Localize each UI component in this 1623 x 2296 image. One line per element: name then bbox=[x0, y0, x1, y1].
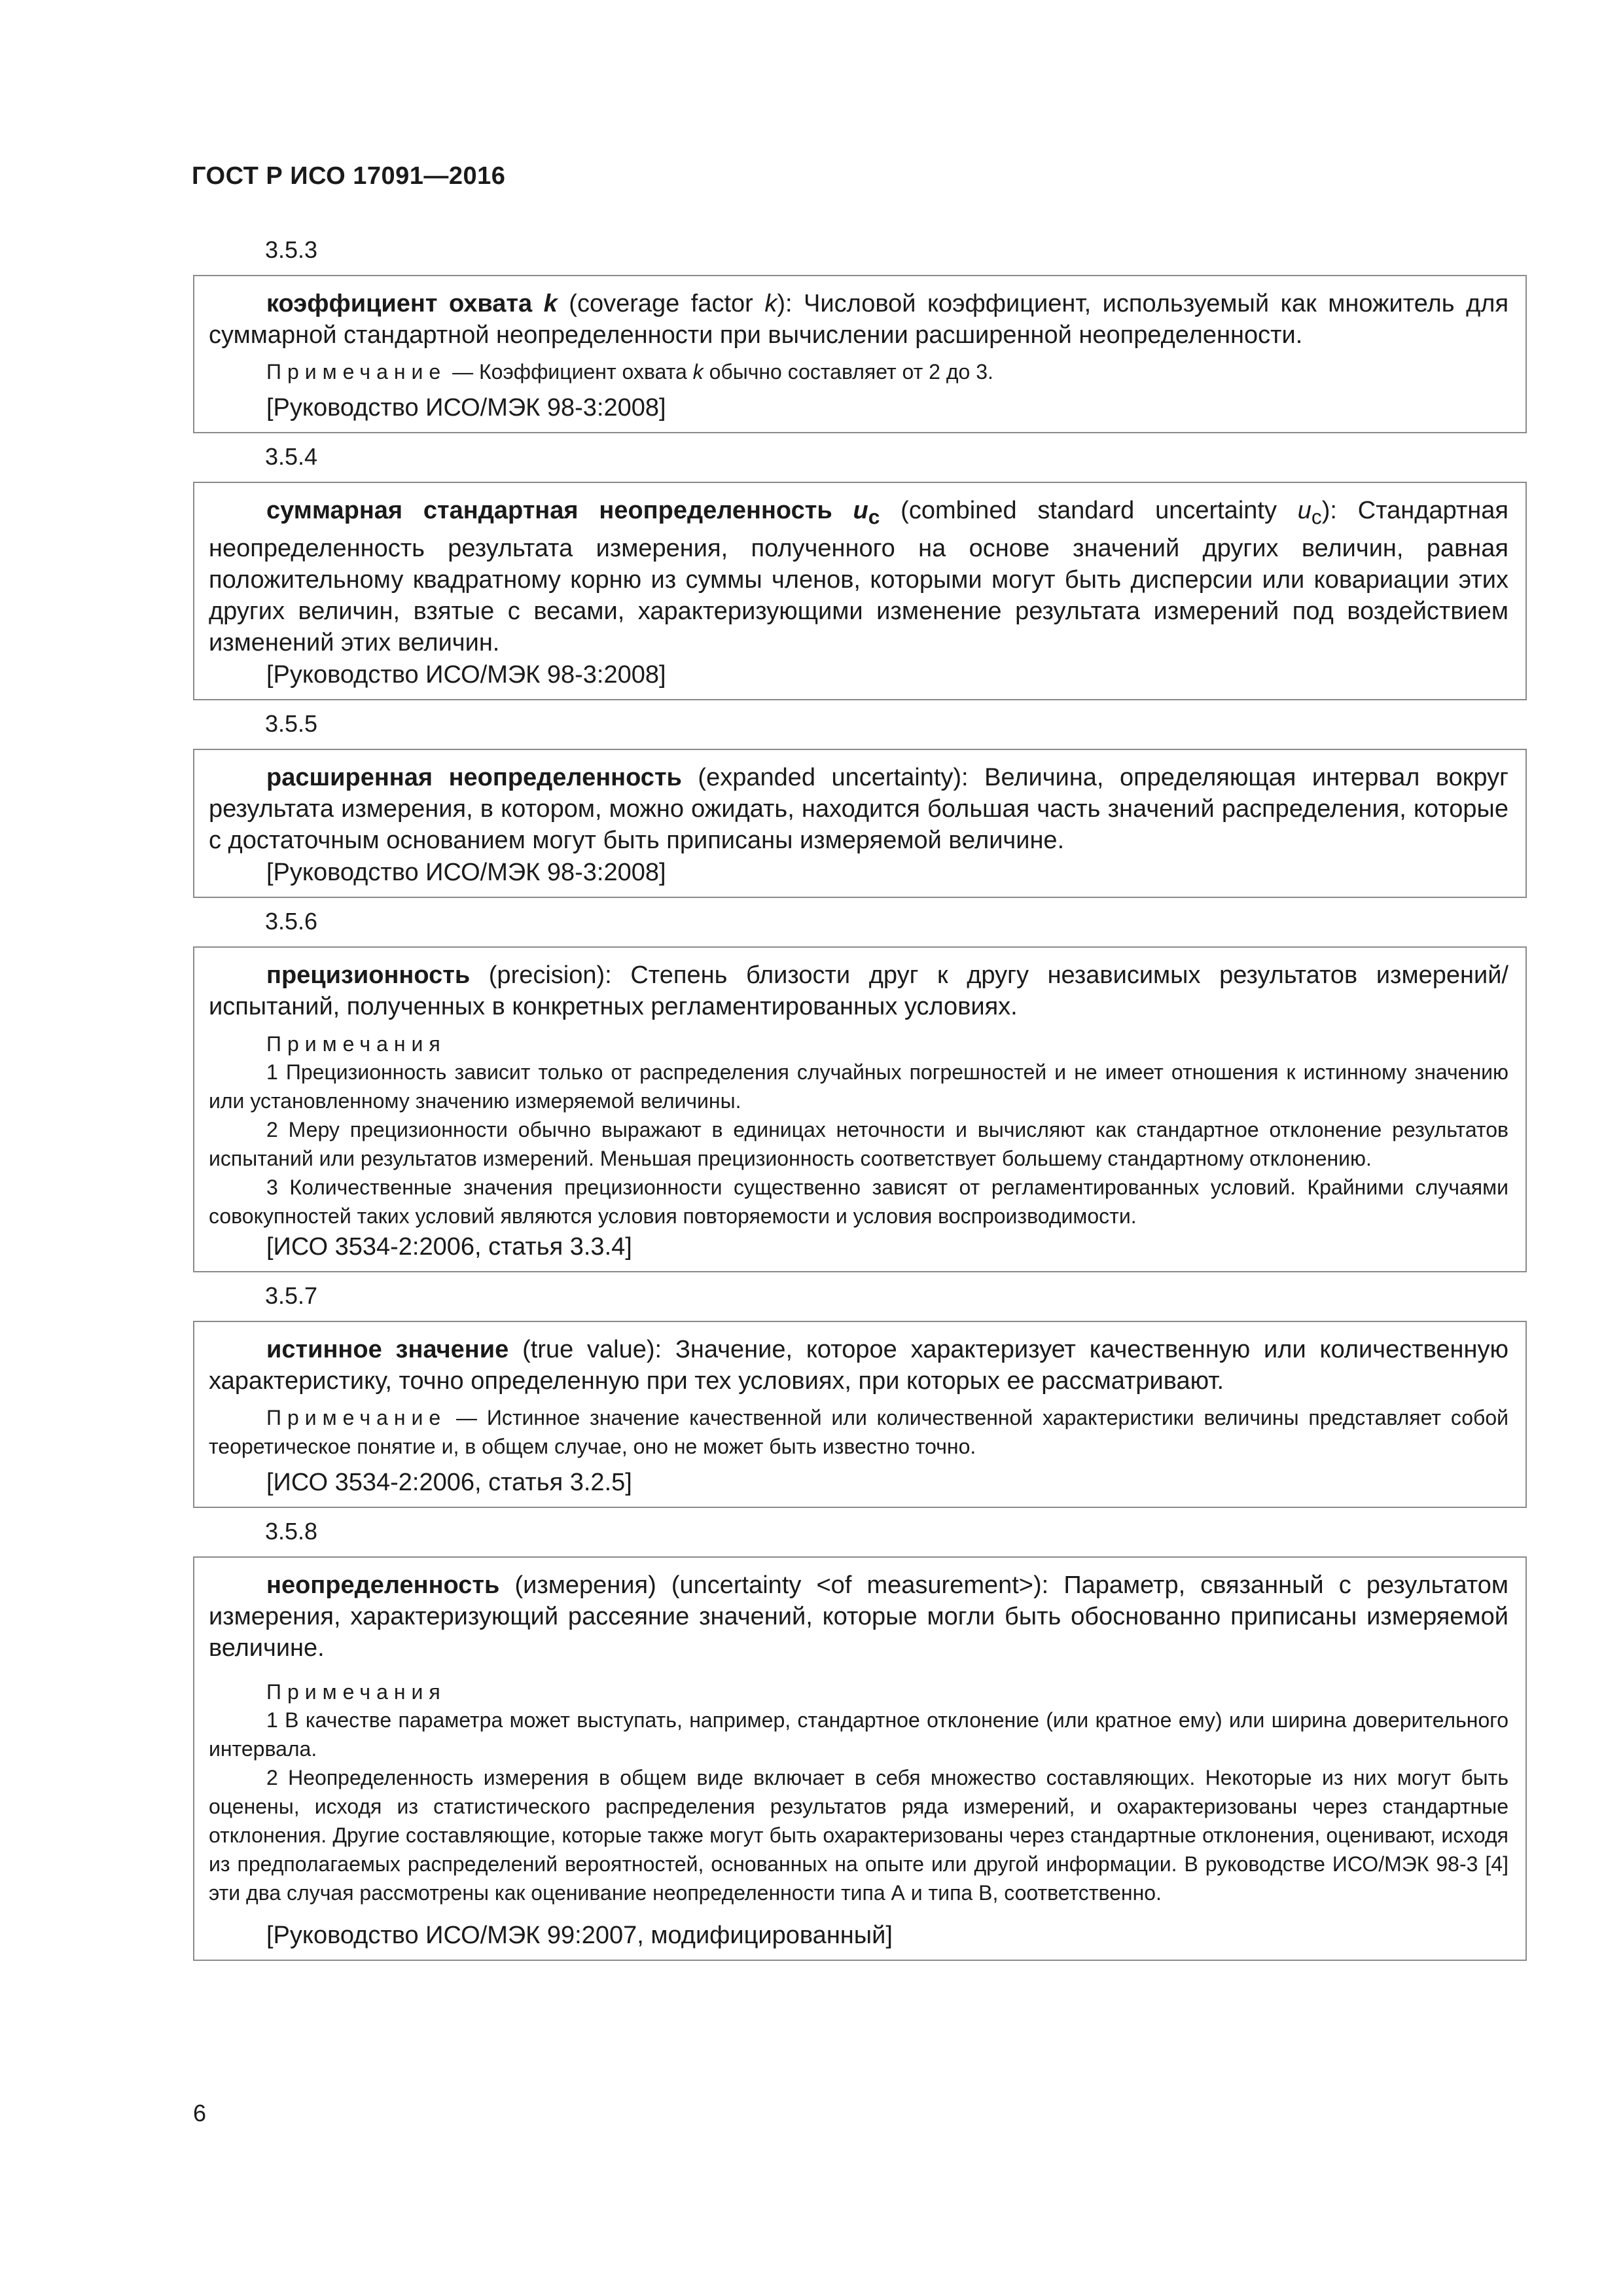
document-header: ГОСТ Р ИСО 17091—2016 bbox=[192, 162, 506, 190]
document-body bbox=[193, 230, 1527, 1966]
term-note bbox=[209, 357, 1508, 386]
term-symbol: u bbox=[853, 497, 868, 524]
term-name: истинное значение bbox=[266, 1335, 509, 1363]
term-symbol-sub: c bbox=[868, 505, 880, 529]
definition-text: Числовой коэффициент, используемый как множитель для суммарной стандартной неопределенности при вычислении расширенной неопределенности. bbox=[209, 290, 1509, 349]
term-source: [Руководство ИСО/МЭК 98-3:2008] bbox=[266, 660, 666, 689]
term-name: неопределенность bbox=[266, 1571, 500, 1599]
term-name: коэффициент охвата bbox=[266, 290, 533, 317]
definition-text: Параметр, связанный с результатом измерения, характеризующий рассеяние значений, которые могли быть обоснованно приписаны измеряемой величине. bbox=[209, 1571, 1508, 1662]
note-text-a: Коэффициент охвата bbox=[479, 360, 693, 384]
term-number: 3.5.7 bbox=[265, 1282, 318, 1309]
note-label: Примечание bbox=[266, 360, 447, 384]
term-english: (precision): bbox=[470, 961, 631, 989]
page-number: 6 bbox=[193, 2100, 207, 2126]
term-source: [Руководство ИСО/МЭК 98-3:2008] bbox=[266, 394, 666, 422]
note-item: 2 Меру прецизионности обычно выражают в единицах неточности и вычисляют как стандартное отклонение результатов испытаний или результатов измерений. Меньшая прецизионность соответствует большему стандартному отклонению. bbox=[209, 1117, 1508, 1170]
note-dash: — bbox=[446, 360, 479, 384]
term-definition bbox=[209, 762, 1508, 856]
term-note bbox=[209, 1403, 1508, 1461]
note-text: Истинное значение качественной или количественной характеристики величины представляет собой теоретическое понятие и, в общем случае, оно не может быть известно точно. bbox=[209, 1405, 1509, 1458]
term-entry-box bbox=[193, 946, 1527, 1272]
note-item: 1 В качестве параметра может выступать, например, стандартное отклонение (или кратное ему) или ширина доверительного интервала. bbox=[209, 1708, 1508, 1761]
term-english: (измерения) (uncertainty <of measurement>): bbox=[499, 1571, 1064, 1599]
term-english-close: ): bbox=[777, 290, 804, 317]
note-symbol: k bbox=[692, 360, 704, 384]
term-english-symbol: k bbox=[764, 290, 777, 317]
term-english-symbol: u bbox=[1297, 497, 1311, 524]
term-source: [Руководство ИСО/МЭК 99:2007, модифицированный] bbox=[266, 1921, 893, 1949]
term-number: 3.5.3 bbox=[265, 236, 318, 263]
term-name: суммарная стандартная неопределенность bbox=[266, 497, 832, 524]
term-english-sub: c bbox=[1311, 505, 1322, 529]
term-english-open: (coverage factor bbox=[557, 290, 765, 317]
term-name: расширенная неопределенность bbox=[266, 763, 682, 791]
notes-heading: Примечания bbox=[266, 1031, 446, 1056]
term-number: 3.5.5 bbox=[265, 709, 318, 737]
definition-text: Значение, которое характеризует качественную или количественную характеристику, точно определенную при тех условиях, при которых ее рассматривают. bbox=[209, 1335, 1508, 1395]
note-item: 2 Неопределенность измерения в общем виде включает в себя множество составляющих. Некоторые из них могут быть оценены, исходя из статистического распределения результатов ряда измерений, и охарактеризованы через стандартные отклонения. Другие составляющие, которые также могут быть охарактеризованы через стандартные отклонения, оценивают, исходя из предполагаемых распределений вероятностей, основанных на опыте или другой информации. В руководстве ИСО/МЭК 98-3 [4] эти два случая рассмотрены как оценивание неопределенности типа А и типа В, соответственно. bbox=[209, 1765, 1508, 1905]
term-entry-box bbox=[193, 275, 1527, 433]
term-source: [Руководство ИСО/МЭК 98-3:2008] bbox=[266, 858, 666, 886]
term-name: прецизионность bbox=[266, 961, 471, 989]
term-source: [ИСО 3534-2:2006, статья 3.3.4] bbox=[266, 1232, 632, 1261]
term-definition bbox=[209, 1334, 1508, 1397]
notes-heading: Примечания bbox=[266, 1679, 446, 1704]
term-entry-box bbox=[193, 1321, 1527, 1508]
term-symbol: k bbox=[543, 290, 558, 317]
definition-text: Степень близости друг к другу независимых результатов измерений/испытаний, полученных в конкретных регламентированных условиях. bbox=[209, 961, 1508, 1020]
definition-text: Стандартная неопределенность результата измерения, полученного на основе значений других величин, равная положительному квадратному корню из суммы членов, которыми могут быть дисперсии или ковариации этих других величин, взятые с весами, характеризующими изменение результата измерений под воздействием изменений этих величин. bbox=[209, 497, 1508, 656]
term-english: (true value): bbox=[508, 1335, 675, 1363]
term-number: 3.5.8 bbox=[265, 1517, 318, 1545]
term-definition bbox=[209, 960, 1508, 1022]
term-entry-box bbox=[193, 749, 1527, 898]
term-number: 3.5.4 bbox=[265, 443, 318, 470]
term-english-close: ): bbox=[1321, 497, 1358, 524]
term-entry-box bbox=[193, 482, 1527, 700]
term-number: 3.5.6 bbox=[265, 907, 318, 935]
note-item: 3 Количественные значения прецизионности существенно зависят от регламентированных условий. Крайними случаями совокупностей таких условий являются условия повторяемости и условия воспроизводимости. bbox=[209, 1175, 1508, 1228]
note-label: Примечание bbox=[266, 1405, 447, 1429]
note-text-b: обычно составляет от 2 до 3. bbox=[703, 360, 993, 384]
term-entry-box bbox=[193, 1556, 1527, 1961]
term-source: [ИСО 3534-2:2006, статья 3.2.5] bbox=[266, 1468, 632, 1496]
note-item: 1 Прецизионность зависит только от распределения случайных погрешностей и не имеет отношения к истинному значению или установленному значению измеряемой величины. bbox=[209, 1060, 1508, 1113]
note-dash: — bbox=[446, 1405, 487, 1429]
term-english: (expanded uncertainty): bbox=[681, 763, 985, 791]
term-english-open: (combined standard uncertainty bbox=[880, 497, 1298, 524]
term-definition bbox=[209, 495, 1508, 658]
term-definition bbox=[209, 1570, 1508, 1664]
definition-text: Величина, определяющая интервал вокруг результата измерения, в котором, можно ожидать, находится большая часть значений распределения, которые с достаточным основанием могут быть приписаны измеряемой величине. bbox=[209, 763, 1508, 854]
term-definition bbox=[209, 288, 1508, 351]
